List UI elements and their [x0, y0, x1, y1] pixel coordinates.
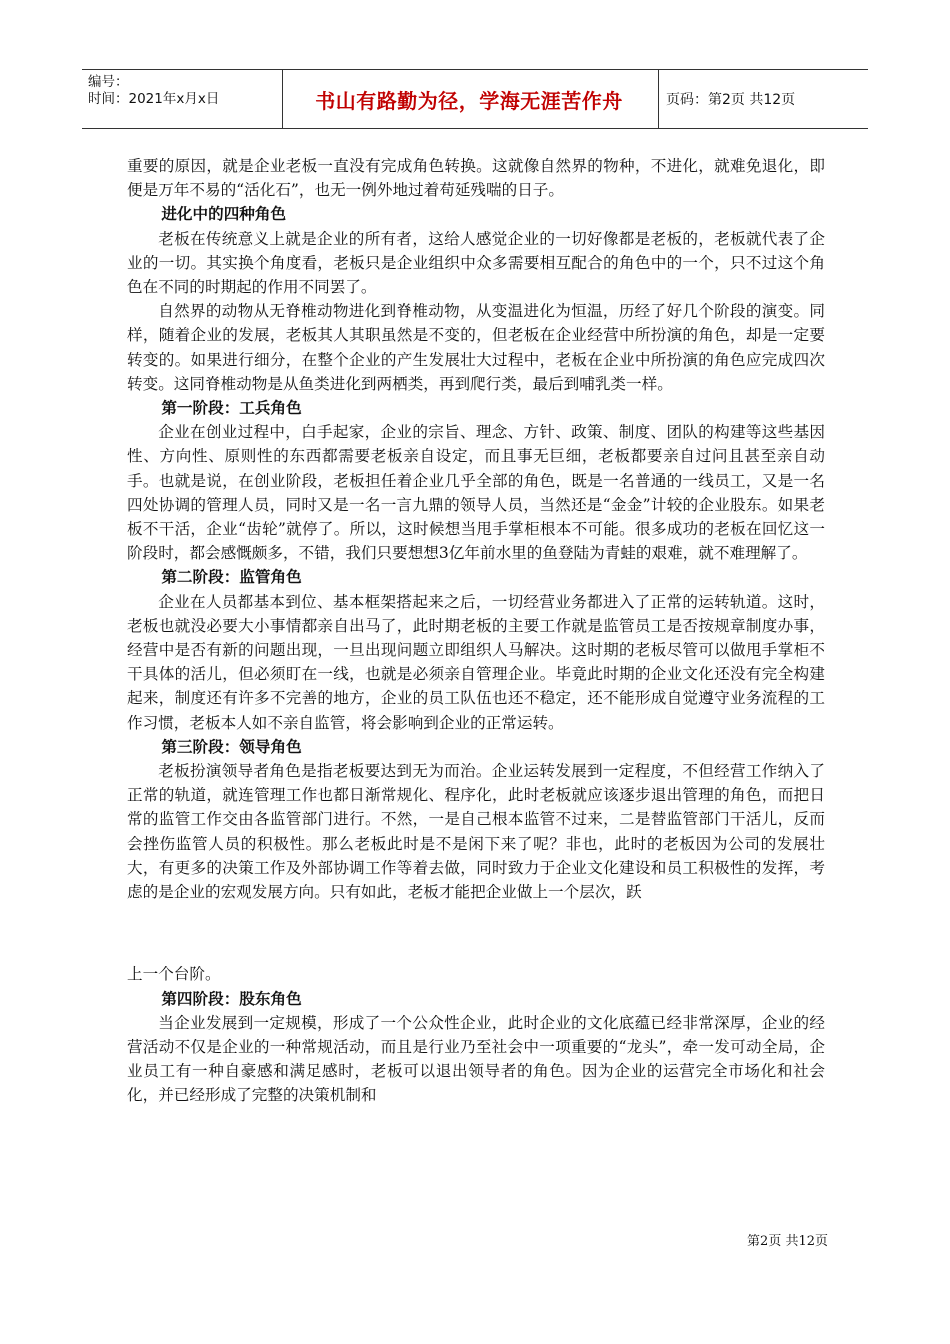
paragraph: 企业在人员都基本到位、基本框架搭起来之后，一切经营业务都进入了正常的运转轨道。这时，老板也就没必要大小事情都亲自出马了，此时期老板的主要工作就是监管员工是否按规章制度办事，经营中是否有新的问题出现，一旦出现问题立即组织人马解决。这时期的老板尽管可以做甩手掌柜不干具体的活儿，但必须盯在一线，也就是必须亲自管理企业。毕竟此时期的企业文化还没有完全构建起来，制度还有许多不完善的地方，企业的员工队伍也还不稳定，还不能形成自觉遵守业务流程的工作习惯，老板本人如不亲自监管，将会影响到企业的正常运转。 [127, 592, 825, 732]
paragraph: 自然界的动物从无脊椎动物进化到脊椎动物，从变温进化为恒温，历经了好几个阶段的演变。同样，随着企业的发展，老板其人其职虽然是不变的，但老板在企业经营中所扮演的角色，却是一定要转变的。如果进行细分，在整个企业的产生发展壮大过程中，老板在企业中所扮演的角色应完成四次转变。这同脊椎动物是从鱼类进化到两栖类，再到爬行类，最后到哺乳类一样。 [127, 302, 825, 393]
section-heading: 进化中的四种角色 [161, 204, 287, 224]
section-heading: 第四阶段：股东角色 [161, 988, 302, 1008]
document-date-label: 时间：2021年x月x日 [88, 91, 220, 107]
paragraph: 上一个台阶。 [127, 965, 221, 984]
header-meta [88, 70, 278, 132]
header-divider [658, 70, 659, 128]
document-number-label: 编号： [88, 74, 129, 90]
section-heading: 第一阶段：工兵角色 [161, 398, 302, 418]
header-motto: 书山有路勤为径，学海无涯苦作舟 [315, 88, 623, 113]
paragraph: 当企业发展到一定规模，形成了一个公众性企业，此时企业的文化底蕴已经非常深厚，企业的经营活动不仅是企业的一种常规活动，而且是行业乃至社会中一项重要的“龙头”，牵一发可动全局，企业员工有一种自豪感和满足感时，老板可以退出领导者的角色。因为企业的运营完全市场化和社会化，并已经形成了完整的决策机制和 [127, 1013, 825, 1105]
header-divider [282, 70, 283, 128]
page-header [82, 69, 868, 129]
paragraph: 老板扮演领导者角色是指老板要达到无为而治。企业运转发展到一定程度，不但经营工作纳入了正常的轨道，就连管理工作也都日渐常规化、程序化，此时老板就应该逐步退出管理的角色，而把日常的监管工作交由各监管部门进行。不然，一是自己根本监管不过来，二是替监管部门干活儿，反而会挫伤监管人员的积极性。那么老板此时是不是闲下来了呢？非也，此时的老板因为公司的发展壮大，有更多的决策工作及外部协调工作等着去做，同时致力于企业文化建设和员工积极性的发挥，考虑的是企业的宏观发展方向。只有如此，老板才能把企业做上一个层次，跃 [127, 762, 825, 902]
paragraph: 老板在传统意义上就是企业的所有者，这给人感觉企业的一切好像都是老板的，老板就代表了企业的一切。其实换个角度看，老板只是企业组织中众多需要相互配合的角色中的一个，只不过这个角色在不同的时期起的作用不同罢了。 [127, 229, 825, 297]
paragraph: 重要的原因，就是企业老板一直没有完成角色转换。这就像自然界的物种，不进化，就难免退化，即便是万年不易的“活化石”，也无一例外地过着苟延残喘的日子。 [127, 157, 825, 200]
section-heading: 第二阶段：监管角色 [161, 567, 302, 587]
paragraph: 企业在创业过程中，白手起家，企业的宗旨、理念、方针、政策、制度、团队的构建等这些基因性、方向性、原则性的东西都需要老板亲自设定，而且事无巨细，老板都要亲自过问且甚至亲自动手。也就是说，在创业阶段，老板担任着企业几乎全部的角色，既是一名普通的一线员工，又是一名四处协调的管理人员，同时又是一名一言九鼎的领导人员，当然还是“金金”计较的企业股东。如果老板不干活，企业“齿轮”就停了。所以，这时候想当甩手掌柜根本不可能。很多成功的老板在回忆这一阶段时，都会感慨颇多，不错，我们只要想想3亿年前水里的鱼登陆为青蛙的艰难，就不难理解了。 [127, 423, 825, 563]
document-body [127, 154, 825, 1108]
page-gap [127, 904, 825, 962]
section-heading: 第三阶段：领导角色 [161, 736, 302, 756]
header-page-number: 页码：第2页 共12页 [666, 92, 796, 108]
page-footer: 第2页 共12页 [747, 1234, 828, 1249]
